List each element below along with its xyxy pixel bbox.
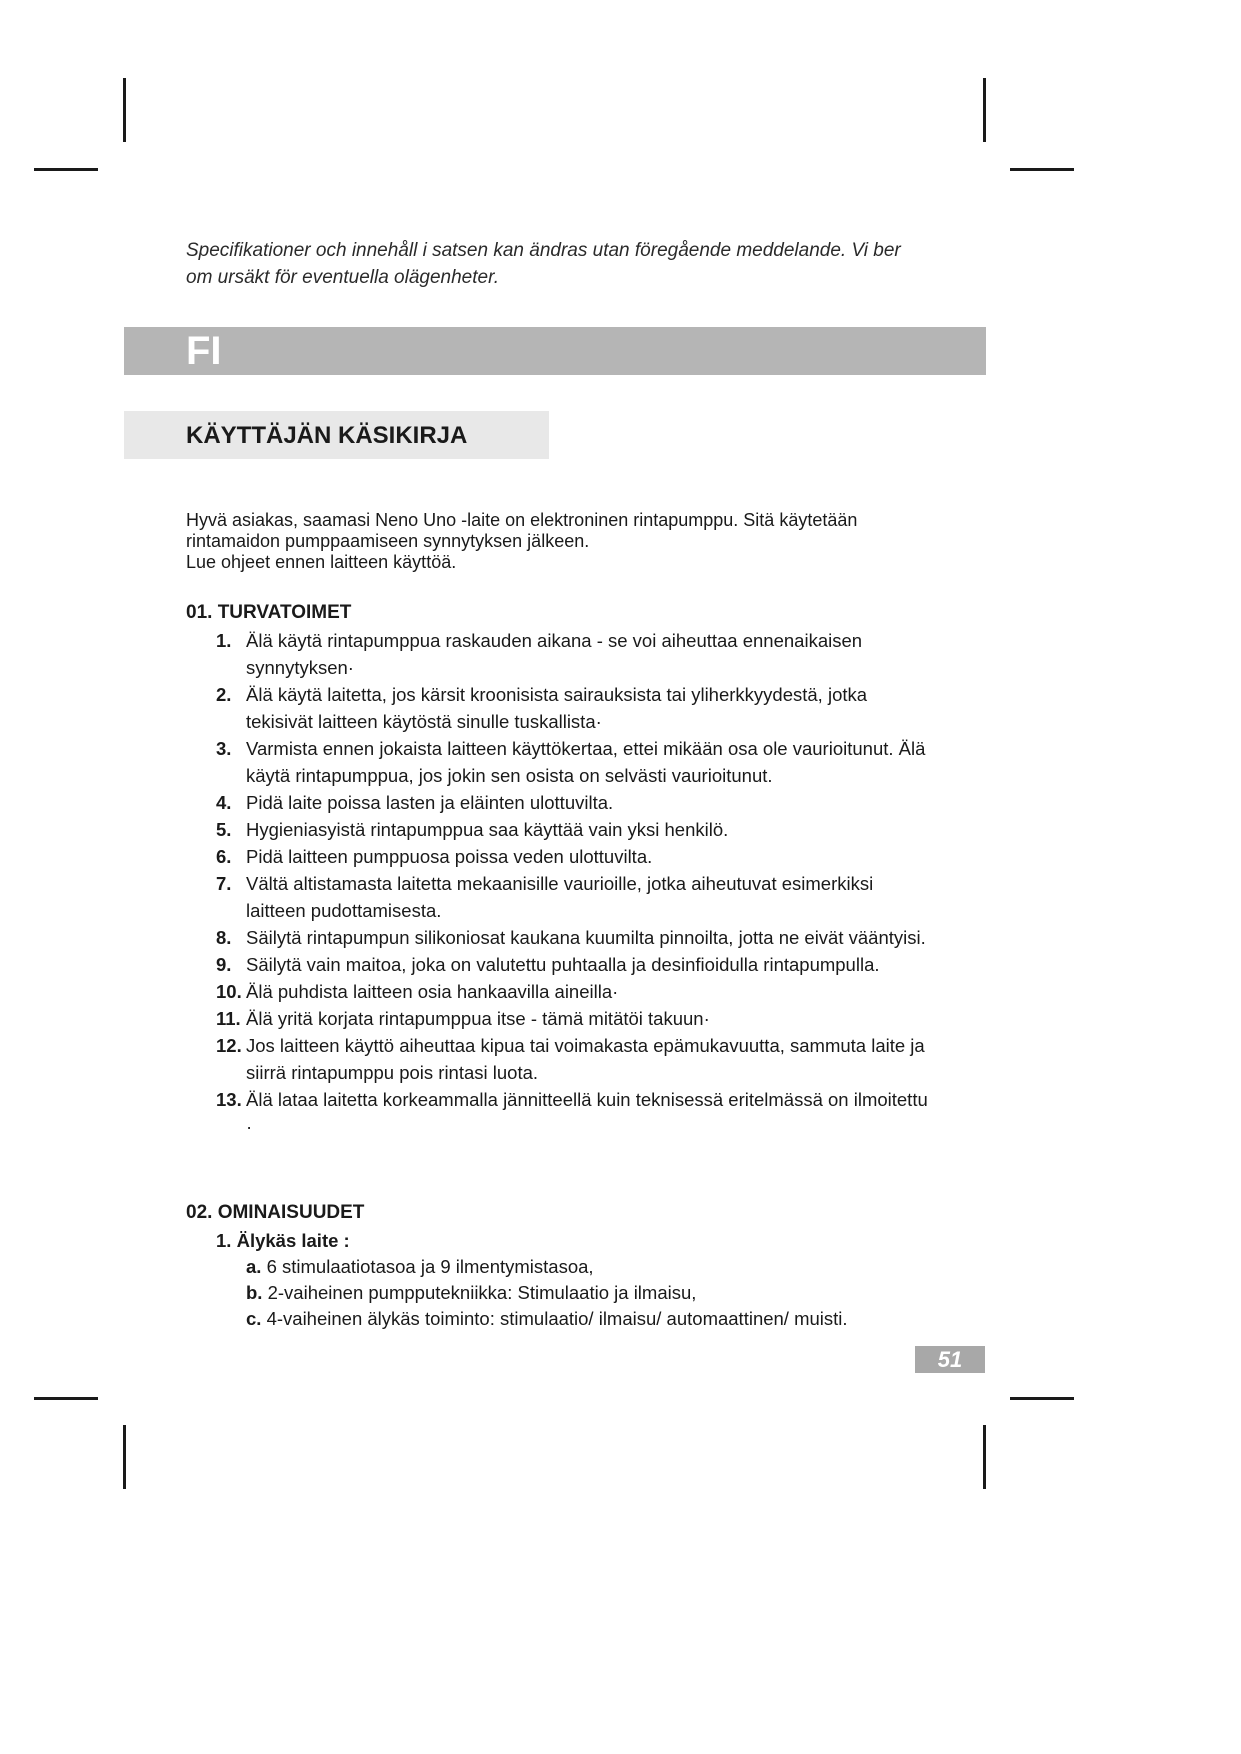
manual-title: KÄYTTÄJÄN KÄSIKIRJA xyxy=(186,422,468,449)
safety-item-text: Hygieniasyistä rintapumppua saa käyttää vain yksi henkilö. xyxy=(246,819,729,840)
safety-item-number: 7. xyxy=(216,873,232,894)
safety-item-text: Jos laitteen käyttö aiheuttaa kipua tai voimakasta epämukavuutta, sammuta laite ja siirrä rintapumppu pois rintasi luota. xyxy=(246,1035,925,1083)
safety-item xyxy=(216,1086,936,1140)
safety-item-text: Älä lataa laitetta korkeammalla jännitteellä kuin teknisessä eritelmässä on ilmoitettu · xyxy=(246,1089,928,1137)
safety-item-number: 9. xyxy=(216,954,232,975)
crop-mark-top-right-vertical xyxy=(983,78,986,142)
language-code: FI xyxy=(186,329,222,373)
feature-sub-text: 6 stimulaatiotasoa ja 9 ilmentymistasoa, xyxy=(266,1256,594,1277)
safety-item xyxy=(216,924,936,951)
intro-paragraph: Lue ohjeet ennen laitteen käyttöä. xyxy=(186,552,457,572)
safety-item-text: Varmista ennen jokaista laitteen käyttökertaa, ettei mikään osa ole vaurioitunut. Älä käytä rintapumppua, jos jokin sen osista on selvästi vaurioitunut. xyxy=(246,738,926,786)
safety-item-text: Älä käytä rintapumppua raskauden aikana - se voi aiheuttaa ennenaikaisen synnytyksen· xyxy=(246,630,863,678)
safety-item xyxy=(216,843,936,870)
crop-mark-top-left-horizontal xyxy=(34,168,98,171)
safety-item-text: Säilytä vain maitoa, joka on valutettu puhtaalla ja desinfioidulla rintapumpulla. xyxy=(246,954,880,975)
safety-item xyxy=(216,951,936,978)
safety-item-text: Pidä laite poissa lasten ja eläinten ulottuvilta. xyxy=(246,792,614,813)
safety-item xyxy=(216,1005,936,1032)
feature-sub-text: 4-vaiheinen älykäs toiminto: stimulaatio/ ilmaisu/ automaattinen/ muisti. xyxy=(266,1308,848,1329)
intro-paragraph: Hyvä asiakas, saamasi Neno Uno -laite on elektroninen rintapumppu. Sitä käytetään rintamaidon pumppaamiseen synnytyksen jälkeen. xyxy=(186,510,858,551)
safety-item-number: 3. xyxy=(216,738,232,759)
feature-item-number: 1. xyxy=(216,1230,232,1251)
safety-item-text: Älä yritä korjata rintapumppua itse - tämä mitätöi takuun· xyxy=(246,1008,710,1029)
safety-list xyxy=(216,627,936,1140)
safety-item-number: 11. xyxy=(216,1008,241,1029)
crop-mark-bottom-left-vertical xyxy=(123,1425,126,1489)
feature-sub-letter: b. xyxy=(246,1282,263,1303)
safety-item xyxy=(216,627,936,681)
safety-item-number: 8. xyxy=(216,927,232,948)
crop-mark-bottom-right-vertical xyxy=(983,1425,986,1489)
safety-item-number: 4. xyxy=(216,792,232,813)
safety-heading: 01. TURVATOIMET xyxy=(186,602,352,623)
language-banner xyxy=(124,327,986,375)
safety-item-number: 13. xyxy=(216,1089,242,1110)
crop-mark-top-left-vertical xyxy=(123,78,126,142)
safety-item-number: 2. xyxy=(216,684,232,705)
feature-sub-item xyxy=(216,1280,936,1306)
safety-item-text: Älä puhdista laitteen osia hankaavilla aineilla· xyxy=(246,981,619,1002)
page-number: 51 xyxy=(915,1346,985,1373)
safety-item-number: 10. xyxy=(216,981,242,1002)
safety-item xyxy=(216,816,936,843)
feature-sub-item xyxy=(216,1254,936,1280)
safety-item xyxy=(216,735,936,789)
feature-sub-letter: a. xyxy=(246,1256,262,1277)
safety-item-number: 12. xyxy=(216,1035,242,1056)
feature-sub-letter: c. xyxy=(246,1308,262,1329)
swedish-disclaimer: Specifikationer och innehåll i satsen kan ändras utan föregående meddelande. Vi ber om ursäkt för eventuella olägenheter. xyxy=(186,240,901,288)
safety-item xyxy=(216,978,936,1005)
safety-item-number: 5. xyxy=(216,819,232,840)
safety-item-text: Vältä altistamasta laitetta mekaanisille vaurioille, jotka aiheutuvat esimerkiksi laitteen pudottamisesta. xyxy=(246,873,874,921)
safety-item xyxy=(216,870,936,924)
safety-item-text: Älä käytä laitetta, jos kärsit kroonisista sairauksista tai yliherkkyydestä, jotka tekisivät laitteen käytöstä sinulle tuskallista· xyxy=(246,684,868,732)
safety-item-text: Säilytä rintapumpun silikoniosat kaukana kuumilta pinnoilta, jotta ne eivät vääntyisi. xyxy=(246,927,926,948)
safety-item-text: Pidä laitteen pumppuosa poissa veden ulottuvilta. xyxy=(246,846,653,867)
features-list xyxy=(216,1228,936,1332)
safety-item xyxy=(216,1032,936,1086)
feature-sub-item xyxy=(216,1306,936,1332)
intro-text xyxy=(186,510,946,573)
features-heading: 02. OMINAISUUDET xyxy=(186,1202,365,1223)
safety-item xyxy=(216,789,936,816)
safety-item-number: 6. xyxy=(216,846,232,867)
feature-item xyxy=(216,1228,936,1254)
crop-mark-bottom-left-horizontal xyxy=(34,1397,98,1400)
crop-mark-bottom-right-horizontal xyxy=(1010,1397,1074,1400)
feature-sub-text: 2-vaiheinen pumpputekniikka: Stimulaatio ja ilmaisu, xyxy=(267,1282,697,1303)
safety-item-number: 1. xyxy=(216,630,232,651)
crop-mark-top-right-horizontal xyxy=(1010,168,1074,171)
safety-item xyxy=(216,681,936,735)
feature-item-label: Älykäs laite : xyxy=(236,1230,350,1251)
